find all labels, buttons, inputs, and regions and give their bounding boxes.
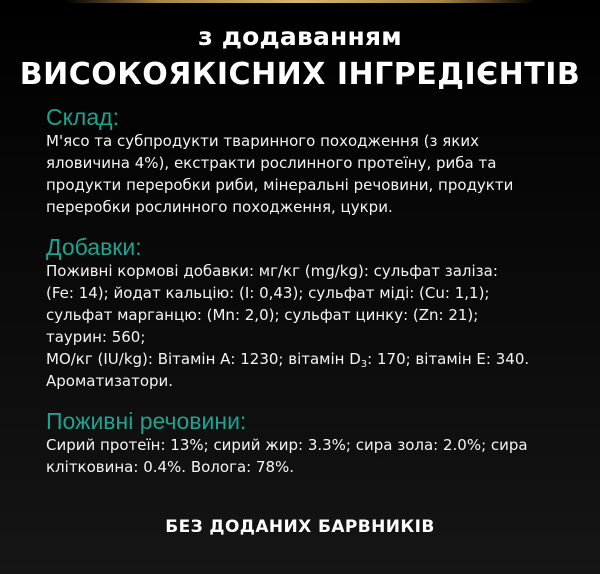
vitamin-d3-subscript: 3 bbox=[360, 359, 368, 370]
additives-line: таурин: 560; bbox=[46, 328, 146, 346]
vitamins-text-end: : 170; вітамін Е: 340. bbox=[367, 350, 530, 368]
header bbox=[0, 22, 600, 94]
additives-line: сульфат марганцю: (Mn: 2,0); сульфат цинку: (Zn: 21); bbox=[46, 306, 479, 324]
additives-text bbox=[46, 260, 576, 392]
nutrients-section bbox=[46, 408, 576, 478]
composition-section bbox=[46, 104, 576, 218]
nutrients-line: Сирий протеїн: 13%; сирий жир: 3.3%; сира зола: 2.0%; сира bbox=[46, 436, 528, 454]
composition-text bbox=[46, 130, 576, 218]
vitamins-text: МО/кг (IU/kg): Вітамін А: 1230; вітамін D bbox=[46, 350, 361, 368]
additives-title: Добавки: bbox=[46, 234, 142, 260]
gold-top-divider bbox=[65, 0, 535, 3]
composition-line: яловичина 4%), екстракти рослинного протеїну, риба та bbox=[46, 154, 497, 172]
composition-title: Склад: bbox=[46, 104, 119, 130]
header-subtitle: з додаванням bbox=[198, 22, 402, 51]
additives-section bbox=[46, 234, 576, 392]
nutrients-line: клітковина: 0.4%. Волога: 78%. bbox=[46, 458, 295, 476]
header-title: ВИСОКОЯКІСНИХ ІНГРЕДІЄНТІВ bbox=[19, 57, 581, 92]
composition-line: переробки рослинного походження, цукри. bbox=[46, 198, 393, 216]
composition-line: продукти переробки риби, мінеральні речовини, продукти bbox=[46, 176, 514, 194]
nutrients-text bbox=[46, 434, 576, 478]
additives-line: (Fe: 14); йодат кальцію: (I: 0,43); сульфат міді: (Cu: 1,1); bbox=[46, 284, 490, 302]
flavourings-line: Ароматизатори. bbox=[46, 372, 174, 390]
no-colorants-note: БЕЗ ДОДАНИХ БАРВНИКІВ bbox=[165, 517, 435, 537]
additives-line: Поживні кормові добавки: мг/кг (mg/kg): сульфат заліза: bbox=[46, 262, 498, 280]
nutrients-title: Поживні речовини: bbox=[46, 408, 247, 434]
composition-line: М'ясо та субпродукти тваринного походження (з яких bbox=[46, 132, 479, 150]
vitamins-line bbox=[46, 348, 576, 370]
